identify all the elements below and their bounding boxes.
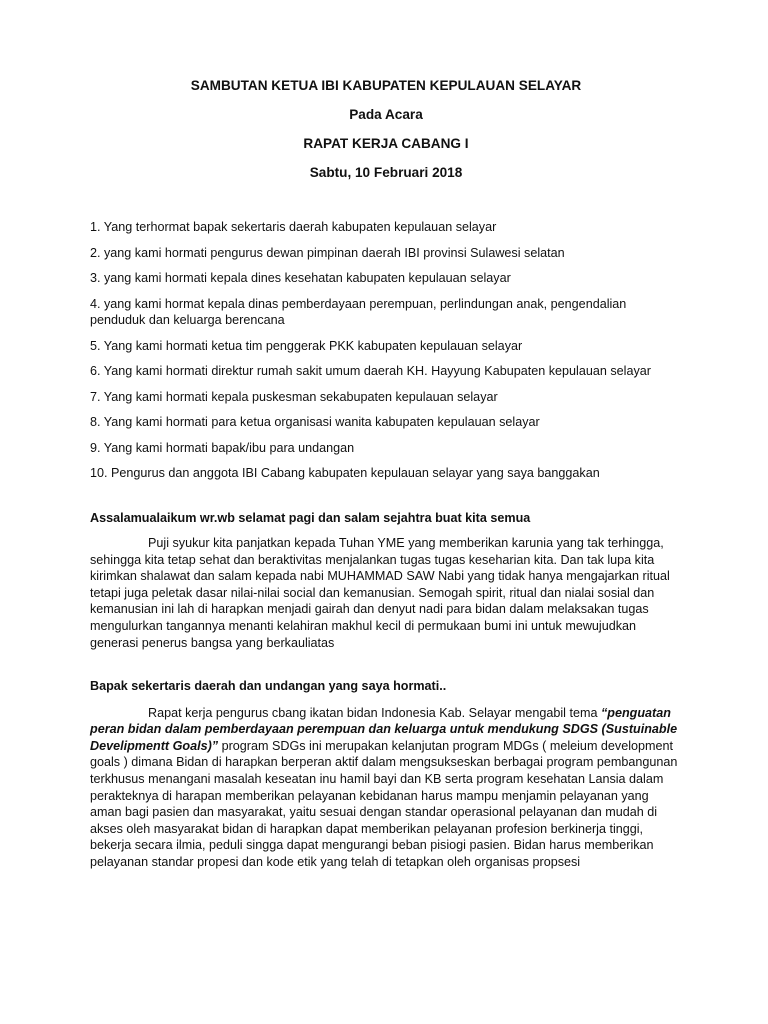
list-item: 9. Yang kami hormati bapak/ibu para undangan (90, 440, 355, 455)
event-label: Pada Acara (349, 107, 423, 122)
greeting-list (90, 219, 682, 482)
event-date: Sabtu, 10 Februari 2018 (309, 165, 463, 180)
list-item: 7. Yang kami hormati kepala puskesman sekabupaten kepulauan selayar (90, 389, 498, 404)
title-block (90, 0, 682, 181)
theme-intro: Rapat kerja pengurus cbang ikatan bidan Indonesia Kab. Selayar mengabil tema (148, 705, 598, 720)
theme-text: “penguatan peran bidan dalam pemberdayaan perempuan dan keluarga untuk mendukung SDGS (Sustuinable Develipmentt Goals)” (90, 705, 678, 753)
opening-greeting: Assalamualaikum wr.wb selamat pagi dan salam sejahtra buat kita semua (90, 510, 531, 525)
list-item: 5. Yang kami hormati ketua tim penggerak PKK kabupaten kepulauan selayar (90, 338, 523, 353)
list-item: 3. yang kami hormati kepala dines kesehatan kabupaten kepulauan selayar (90, 271, 511, 285)
opening-paragraph: Puji syukur kita panjatkan kepada Tuhan YME yang memberikan karunia yang tak terhingga, sehingga kita tetap sehat dan beraktivitas menjalankan tugas tugas keseharian kita. Dan tak lupa kita kirimkan shalawat dan salam kepada nabi MUHAMMAD SAW Nabi yang tidak hanya mengajarkan ritual tetapi juga peletak dasar nilai-nilai social dan kemanusian. Semogah spirit, ritual dan nialai sosial dan kemanusian ini lah di harapkan menjadi gairah dan denyut nadi para bidan dalam melaksakan tugas mengulurkan tangannya menanti kelahiran makhul kecil di permukaan bumi ini untuk mewujudkan generasi penerus bangsa yang berkauliatas (90, 536, 670, 650)
section-heading: Bapak sekertaris daerah dan undangan yang saya hormati.. (90, 679, 447, 694)
list-item: 2. yang kami hormati pengurus dewan pimpinan daerah IBI provinsi Sulawesi selatan (90, 245, 565, 260)
list-item: 10. Pengurus dan anggota IBI Cabang kabupaten kepulauan selayar yang saya banggakan (90, 466, 600, 480)
theme-paragraph (90, 705, 682, 871)
list-item: 1. Yang terhormat bapak sekertaris daerah kabupaten kepulauan selayar (90, 220, 497, 234)
list-item: 8. Yang kami hormati para ketua organisasi wanita kabupaten kepulauan selayar (90, 415, 540, 429)
list-item: 6. Yang kami hormati direktur rumah sakit umum daerah KH. Hayyung Kabupaten kepulauan selayar (90, 364, 651, 378)
theme-body: program SDGs ini merupakan kelanjutan program MDGs ( meleium development goals ) dimana Bidan di harapkan berperan aktif dalam mengsukseskan berbagai program pembangunan terkhusus menangani masalah keseatan inu hamil bayi dan KB serta program kesehatan Lansia dalam perakteknya di harapan memberikan pelayanan kebidanan harus mampu menjamin pelayanan yang aman bagi pasien dan masyarakat, yaitu sesuai dengan standar operasional pelayanan dan mudah di akses oleh masyarakat bidan di harapkan dapat memberikan pelayanan profesion berkinerja tinggi, bekerja secara ilmia, peduli singga dapat mengurangi beban pisiogi pasien. Bidan harus memberikan pelayanan standar propesi dan kode etik yang telah di tetapkan oleh organisas propsesi (90, 738, 678, 869)
list-item: 4. yang kami hormat kepala dinas pemberdayaan perempuan, perlindungan anak, pengendalian penduduk dan keluarga berencana (90, 296, 627, 327)
event-name: RAPAT KERJA CABANG I (303, 136, 469, 151)
document-title: SAMBUTAN KETUA IBI KABUPATEN KEPULAUAN SELAYAR (190, 78, 582, 93)
